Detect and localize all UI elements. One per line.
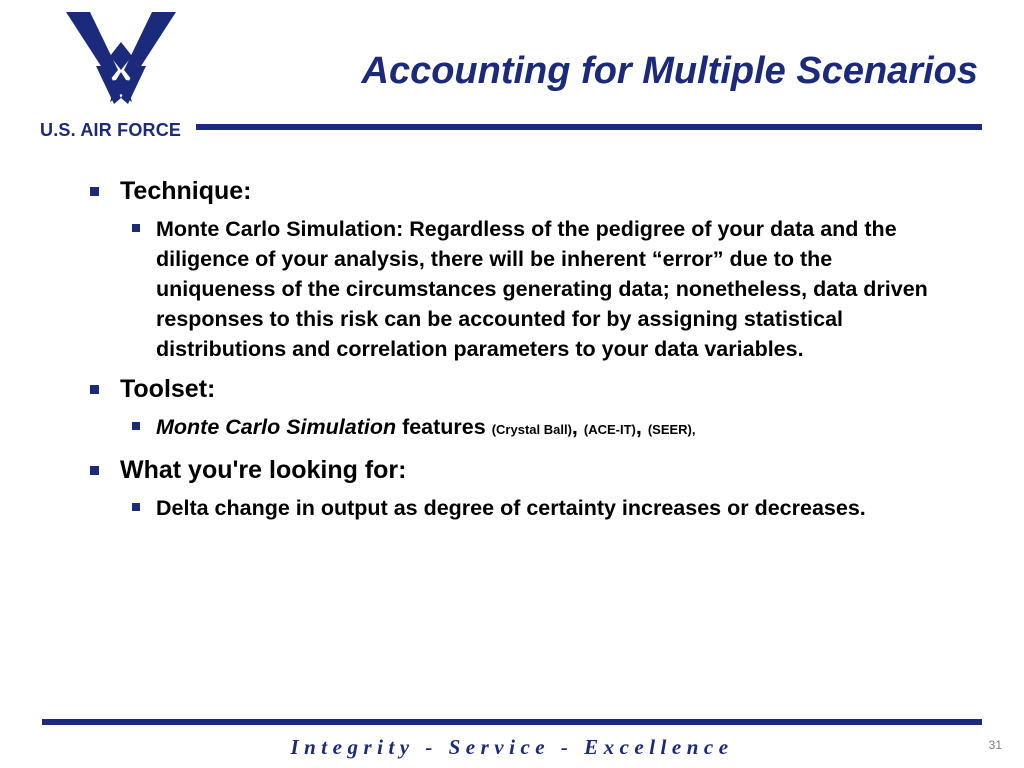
- sub-bullet-monte-carlo: [130, 214, 950, 364]
- air-force-wings-icon: [66, 8, 176, 108]
- bullet-heading: What you're looking for:: [120, 456, 407, 484]
- sub-bullet-italic-text: Monte Carlo Simulation: [156, 415, 397, 439]
- sub-bullet-text: Delta change in output as degree of certainty increases or decreases.: [156, 496, 866, 520]
- tool-separator: ,: [571, 415, 584, 439]
- bullet-looking-for: [90, 455, 970, 485]
- bullet-toolset: [90, 374, 970, 404]
- square-bullet-icon: [132, 422, 140, 430]
- footer-motto: Integrity - Service - Excellence: [290, 735, 734, 759]
- square-bullet-icon: [90, 385, 99, 394]
- square-bullet-icon: [132, 503, 140, 511]
- tool-ace-it: (ACE-IT): [583, 422, 636, 437]
- slide-number: 31: [988, 738, 1002, 752]
- sub-bullet-plain-text: features: [396, 415, 492, 439]
- header-divider: [196, 124, 982, 130]
- bullet-heading: Technique:: [120, 177, 252, 205]
- tool-seer: (SEER),: [647, 422, 696, 437]
- sub-bullet-toolset: [130, 412, 950, 445]
- footer-divider: [42, 719, 982, 725]
- bullet-heading: Toolset:: [120, 375, 216, 403]
- sub-bullet-text: Monte Carlo Simulation: Regardless of the pedigree of your data and the diligence of your analysis, there will be inherent “error” due to the uniqueness of the circumstances generating data; nonetheless, data driven responses to this risk can be accounted for by assigning statistical distributions and correlation parameters to your data variables.: [156, 217, 928, 361]
- bullet-technique: [90, 176, 970, 206]
- slide-title: Accounting for Multiple Scenarios: [361, 50, 978, 92]
- slide-content: [90, 176, 970, 533]
- air-force-logo: [40, 8, 200, 140]
- logo-text: U.S. AIR FORCE: [40, 120, 182, 140]
- tool-crystal-ball: (Crystal Ball): [491, 422, 572, 437]
- sub-bullet-delta-change: [130, 493, 950, 523]
- square-bullet-icon: [90, 187, 99, 196]
- tool-separator: ,: [635, 415, 648, 439]
- square-bullet-icon: [132, 224, 140, 232]
- square-bullet-icon: [90, 466, 99, 475]
